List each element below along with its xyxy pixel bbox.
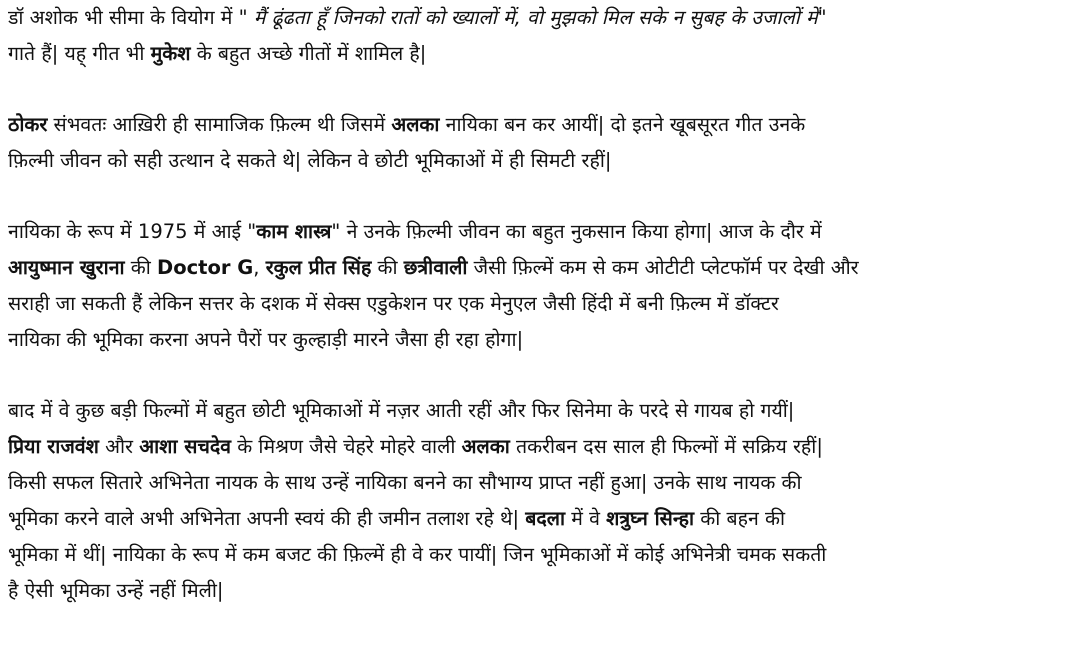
text-line <box>8 143 1062 179</box>
text-line <box>8 250 1062 286</box>
text-line <box>8 393 1062 429</box>
bold-text: बदला <box>525 507 566 530</box>
text-segment: बाद में वे कुछ बड़ी फिल्मों में बहुत छोटी भूमिकाओं में नज़र आती रहीं और फिर सिनेमा के परदे से गायब हो गयीं| <box>8 399 795 422</box>
text-segment: नायिका के रूप में 1975 में आई " <box>8 220 257 243</box>
text-segment: की बहन की <box>694 507 786 530</box>
paragraph <box>8 393 1062 609</box>
text-segment: संभवतः आख़िरी ही सामाजिक फ़िल्म थी जिसमें <box>47 113 392 136</box>
text-line <box>8 107 1062 143</box>
bold-text: मुकेश <box>150 42 191 65</box>
text-segment: जैसी फ़िल्में कम से कम ओटीटी प्लेटफॉर्म पर देखी और <box>467 256 859 279</box>
text-line <box>8 286 1062 322</box>
text-segment: सराही जा सकती हैं लेकिन सत्तर के दशक में सेक्स एडुकेशन पर एक मेनुएल जैसी हिंदी में बनी फ़िल्म में डॉक्टर <box>8 292 779 315</box>
bold-text: शत्रुघ्न सिन्हा <box>606 507 695 530</box>
text-segment: की <box>124 256 158 279</box>
bold-text: छत्रीवाली <box>403 256 468 279</box>
text-segment: की <box>371 256 404 279</box>
text-line <box>8 501 1062 537</box>
text-segment: भूमिका करने वाले अभी अभिनेता अपनी स्वयं की ही जमीन तलाश रहे थे| <box>8 507 526 530</box>
text-segment: किसी सफल सितारे अभिनेता नायक के साथ उन्हें नायिका बनने का सौभाग्य प्राप्त नहीं हुआ| उनके साथ नायक की <box>8 471 802 494</box>
text-segment: " ने उनके फ़िल्मी जीवन का बहुत नुकसान किया होगा| आज के दौर में <box>331 220 822 243</box>
text-segment: भूमिका में थीं| नायिका के रूप में कम बजट की फ़िल्में ही वे कर पायीं| जिन भूमिकाओं में कोई अभिनेत्री चमक सकती <box>8 543 827 566</box>
text-segment: गाते हैं| यह् गीत भी <box>8 42 151 65</box>
text-line <box>8 36 1062 72</box>
text-segment: में वे <box>565 507 607 530</box>
bold-text: काम शास्त्र <box>256 220 332 243</box>
text-line <box>8 322 1062 358</box>
bold-text: Doctor G <box>157 256 254 279</box>
text-line <box>8 214 1062 250</box>
italic-text: मैं ढूंढता हूँ जिनको रातों को ख्यालों में, वो मुझको मिल सके न सुबह के उजालों में" <box>253 6 827 29</box>
bold-text: आशा सचदेव <box>139 435 232 458</box>
bold-text: अलका <box>391 113 440 136</box>
text-segment: तकरीबन दस साल ही फिल्मों में सक्रिय रहीं| <box>509 435 823 458</box>
bold-text: ठोकर <box>8 113 48 136</box>
text-segment: है ऐसी भूमिका उन्हें नहीं मिली| <box>8 579 224 602</box>
text-line <box>8 0 1062 36</box>
text-segment: नायिका बन कर आयीं| दो इतने खूबसूरत गीत उनके <box>439 113 806 136</box>
bold-text: रकुल प्रीत सिंह <box>265 256 372 279</box>
text-segment: नायिका की भूमिका करना अपने पैरों पर कुल्हाड़ी मारने जैसा ही रहा होगा| <box>8 328 524 351</box>
text-segment: फ़िल्मी जीवन को सही उत्थान दे सकते थे| लेकिन वे छोटी भूमिकाओं में ही सिमटी रहीं| <box>8 149 612 172</box>
bold-text: प्रिया राजवंश <box>8 435 99 458</box>
text-line <box>8 465 1062 501</box>
text-segment: और <box>98 435 140 458</box>
text-segment: डॉ अशोक भी सीमा के वियोग में " <box>8 6 254 29</box>
paragraph <box>8 214 1062 358</box>
text-segment: के बहुत अच्छे गीतों में शामिल है| <box>190 42 427 65</box>
text-line <box>8 537 1062 573</box>
paragraph <box>8 107 1062 179</box>
text-segment: , <box>253 256 266 279</box>
bold-text: आयुष्मान खुराना <box>8 256 125 279</box>
text-segment: के मिश्रण जैसे चेहरे मोहरे वाली <box>231 435 462 458</box>
article-body <box>8 0 1062 644</box>
text-line <box>8 573 1062 609</box>
text-line <box>8 429 1062 465</box>
bold-text: अलका <box>461 435 510 458</box>
paragraph <box>8 0 1062 72</box>
